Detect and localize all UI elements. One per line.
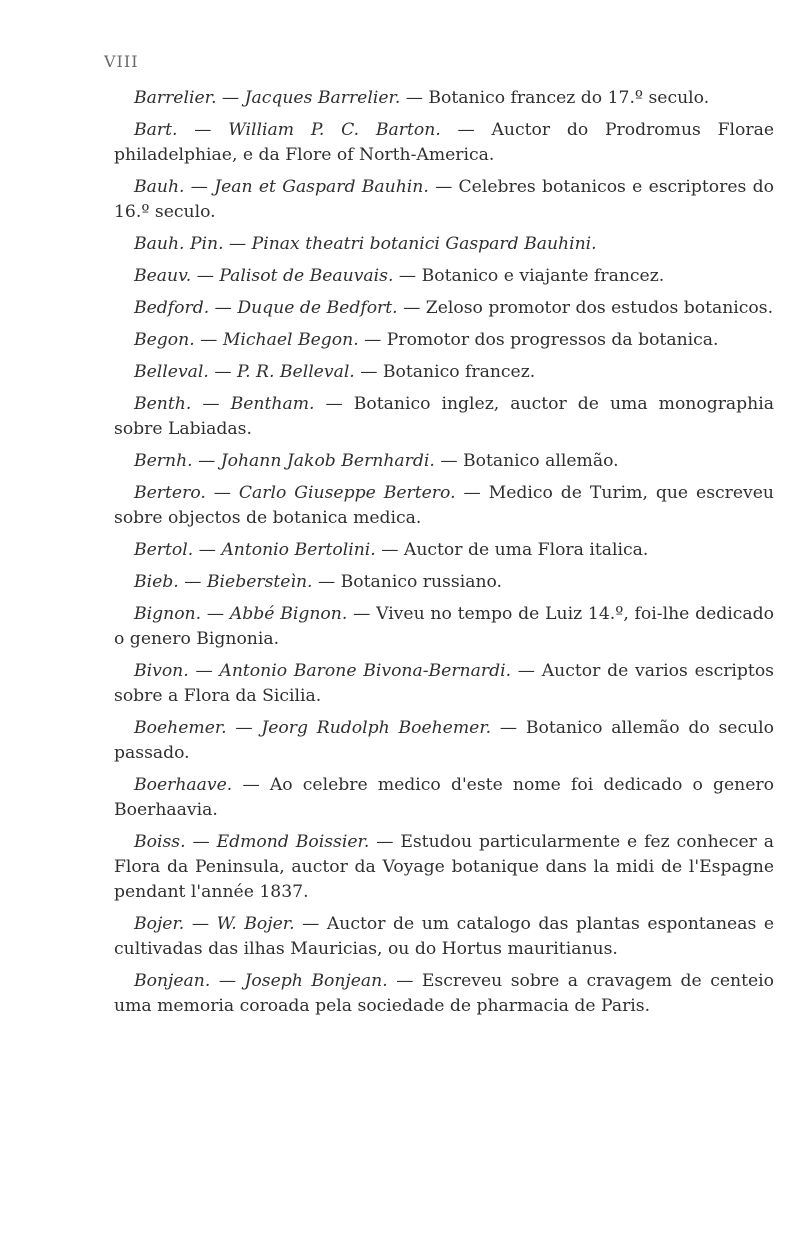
entry-abbreviation: Boiss. bbox=[134, 832, 186, 852]
entry-description: Auctor do Prodromus Florae philadelphiae, e da Flore of North-America. bbox=[114, 120, 775, 165]
entry-description: Botanico inglez, auctor de uma monographia sobre Labiadas. bbox=[114, 394, 774, 439]
entry-full-name: Duque de Bedfort. bbox=[237, 298, 398, 318]
entry-full-name: William P. C. Barton. bbox=[228, 120, 441, 140]
entry-abbreviation: Bonjean. bbox=[134, 971, 211, 991]
glossary-entry: Bauh. Pin. — Pinax theatri botanici Gaspard Bauhini. bbox=[134, 234, 597, 254]
entry-abbreviation: Beauv. bbox=[134, 266, 192, 286]
glossary-entry: Bauh. — Jean et Gaspard Bauhin. — Celebres botanicos e escriptores do 16.º seculo. bbox=[114, 177, 774, 222]
entry-description: Celebres botanicos e escriptores do 16.º seculo. bbox=[114, 177, 774, 222]
glossary-entry: Boehemer. — Jeorg Rudolph Boehemer. — Botanico allemão do seculo passado. bbox=[114, 718, 774, 763]
entry-full-name: Joseph Bonjean. bbox=[244, 971, 388, 991]
glossary-entry: Beauv. — Palisot de Beauvais. — Botanico e viajante francez. bbox=[134, 266, 665, 286]
entry-full-name: P. R. Belleval. bbox=[237, 362, 355, 382]
glossary-entry: Begon. — Michael Begon. — Promotor dos progressos da botanica. bbox=[134, 330, 719, 350]
entry-description: Zeloso promotor dos estudos botanicos. bbox=[425, 298, 774, 318]
entry-description: Escreveu sobre a cravagem de centeio uma memoria coroada pela sociedade de pharmacia de Paris. bbox=[114, 971, 775, 1016]
entry-description: Botanico e viajante francez. bbox=[421, 266, 665, 286]
entry-full-name: Bentham. bbox=[230, 394, 315, 414]
entry-abbreviation: Bernh. bbox=[134, 451, 193, 471]
entry-full-name: Abbé Bignon. bbox=[229, 604, 348, 624]
glossary-entry: Bivon. — Antonio Barone Bivona-Bernardi. — Auctor de varios escriptos sobre a Flora da Sicilia. bbox=[114, 661, 774, 706]
glossary-entry: Bieb. — Biebersteìn. — Botanico russiano. bbox=[134, 572, 503, 592]
glossary-entry: Bojer. — W. Bojer. — Auctor de um catalogo das plantas espontaneas e cultivadas das ilhas Mauricias, ou do Hortus mauritianus. bbox=[114, 914, 774, 959]
glossary-entry: Boiss. — Edmond Boissier. — Estudou particularmente e fez conhecer a Flora da Peninsula, auctor da Voyage botanique dans la midi de l'Espagne pendant l'année 1837. bbox=[114, 832, 774, 902]
entry-abbreviation: Bedford. bbox=[134, 298, 210, 318]
glossary-entry: Bernh. — Johann Jakob Bernhardi. — Botanico allemão. bbox=[134, 451, 619, 471]
glossary-entry: Barrelier. — Jacques Barrelier. — Botanico francez do 17.º seculo. bbox=[134, 88, 710, 108]
entry-abbreviation: Bieb. bbox=[134, 572, 179, 592]
entry-abbreviation: Benth. bbox=[134, 394, 192, 414]
entry-full-name: Antonio Barone Bivona-Bernardi. bbox=[219, 661, 512, 681]
entry-abbreviation: Bertero. bbox=[134, 483, 206, 503]
entry-full-name: Edmond Boissier. bbox=[216, 832, 370, 852]
glossary-entry: Bertero. — Carlo Giuseppe Bertero. — Medico de Turim, que escreveu sobre objectos de botanica medica. bbox=[114, 483, 774, 528]
glossary-entry: Bedford. — Duque de Bedfort. — Zeloso promotor dos estudos botanicos. bbox=[134, 298, 774, 318]
entry-description: Botanico russiano. bbox=[340, 572, 503, 592]
entry-abbreviation: Bignon. bbox=[134, 604, 202, 624]
glossary-entry: Boerhaave. — Ao celebre medico d'este nome foi dedicado o genero Boerhaavia. bbox=[114, 775, 774, 820]
entry-abbreviation: Bertol. bbox=[134, 540, 194, 560]
entry-full-name: Carlo Giuseppe Bertero. bbox=[238, 483, 456, 503]
entry-abbreviation: Bivon. bbox=[134, 661, 189, 681]
entry-abbreviation: Barrelier. bbox=[134, 88, 217, 108]
entry-abbreviation: Boerhaave. bbox=[134, 775, 233, 795]
entry-full-name: Jean et Gaspard Bauhin. bbox=[214, 177, 429, 197]
glossary-entry: Bart. — William P. C. Barton. — Auctor do Prodromus Florae philadelphiae, e da Flore of North-America. bbox=[114, 120, 775, 165]
entry-description: Botanico allemão do seculo passado. bbox=[114, 718, 774, 763]
glossary-entry: Bertol. — Antonio Bertolini. — Auctor de uma Flora italica. bbox=[134, 540, 649, 560]
entry-description: Botanico francez do 17.º seculo. bbox=[428, 88, 710, 108]
entry-description: Botanico allemão. bbox=[462, 451, 619, 471]
entry-abbreviation: Begon. bbox=[134, 330, 195, 350]
entry-description: Ao celebre medico d'este nome foi dedicado o genero Boerhaavia. bbox=[114, 775, 774, 820]
entry-description: Auctor de uma Flora italica. bbox=[403, 540, 649, 560]
entry-full-name: Jeorg Rudolph Boehemer. bbox=[261, 718, 492, 738]
entry-abbreviation: Bauh. bbox=[134, 177, 185, 197]
entry-abbreviation: Belleval. bbox=[134, 362, 209, 382]
entry-description: Auctor de varios escriptos sobre a Flora da Sicilia. bbox=[114, 661, 774, 706]
entry-description: Botanico francez. bbox=[382, 362, 536, 382]
entry-description: Auctor de um catalogo das plantas espontaneas e cultivadas das ilhas Mauricias, ou do Hortus mauritianus. bbox=[114, 914, 774, 959]
glossary-entries bbox=[114, 86, 774, 1026]
entry-description: Promotor dos progressos da botanica. bbox=[386, 330, 719, 350]
entry-description: Estudou particularmente e fez conhecer a Flora da Peninsula, auctor da Voyage botanique dans la midi de l'Espagne pendant l'année 1837. bbox=[114, 832, 774, 902]
entry-abbreviation: Bauh. Pin. bbox=[134, 234, 224, 254]
entry-full-name: W. Bojer. bbox=[216, 914, 295, 934]
glossary-entry: Bonjean. — Joseph Bonjean. — Escreveu sobre a cravagem de centeio uma memoria coroada pela sociedade de pharmacia de Paris. bbox=[114, 971, 775, 1016]
entry-description: Medico de Turim, que escreveu sobre objectos de botanica medica. bbox=[114, 483, 774, 528]
entry-abbreviation: Bojer. bbox=[134, 914, 185, 934]
entry-full-name: Michael Begon. bbox=[222, 330, 359, 350]
entry-description: Viveu no tempo de Luiz 14.º, foi-lhe dedicado o genero Bignonia. bbox=[114, 604, 774, 649]
entry-abbreviation: Bart. bbox=[134, 120, 178, 140]
entry-full-name: Jacques Barrelier. bbox=[244, 88, 401, 108]
glossary-entry: Bignon. — Abbé Bignon. — Viveu no tempo de Luiz 14.º, foi-lhe dedicado o genero Bignonia. bbox=[114, 604, 774, 649]
entry-full-name: Johann Jakob Bernhardi. bbox=[220, 451, 435, 471]
entry-full-name: Antonio Bertolini. bbox=[221, 540, 376, 560]
glossary-entry: Belleval. — P. R. Belleval. — Botanico francez. bbox=[134, 362, 536, 382]
page-number: VIII bbox=[104, 52, 139, 71]
entry-full-name: Biebersteìn. bbox=[206, 572, 313, 592]
entry-full-name: Palisot de Beauvais. bbox=[219, 266, 394, 286]
entry-full-name: Pinax theatri botanici Gaspard Bauhini. bbox=[251, 234, 597, 254]
glossary-entry: Benth. — Bentham. — Botanico inglez, auctor de uma monographia sobre Labiadas. bbox=[114, 394, 774, 439]
entry-abbreviation: Boehemer. bbox=[134, 718, 227, 738]
